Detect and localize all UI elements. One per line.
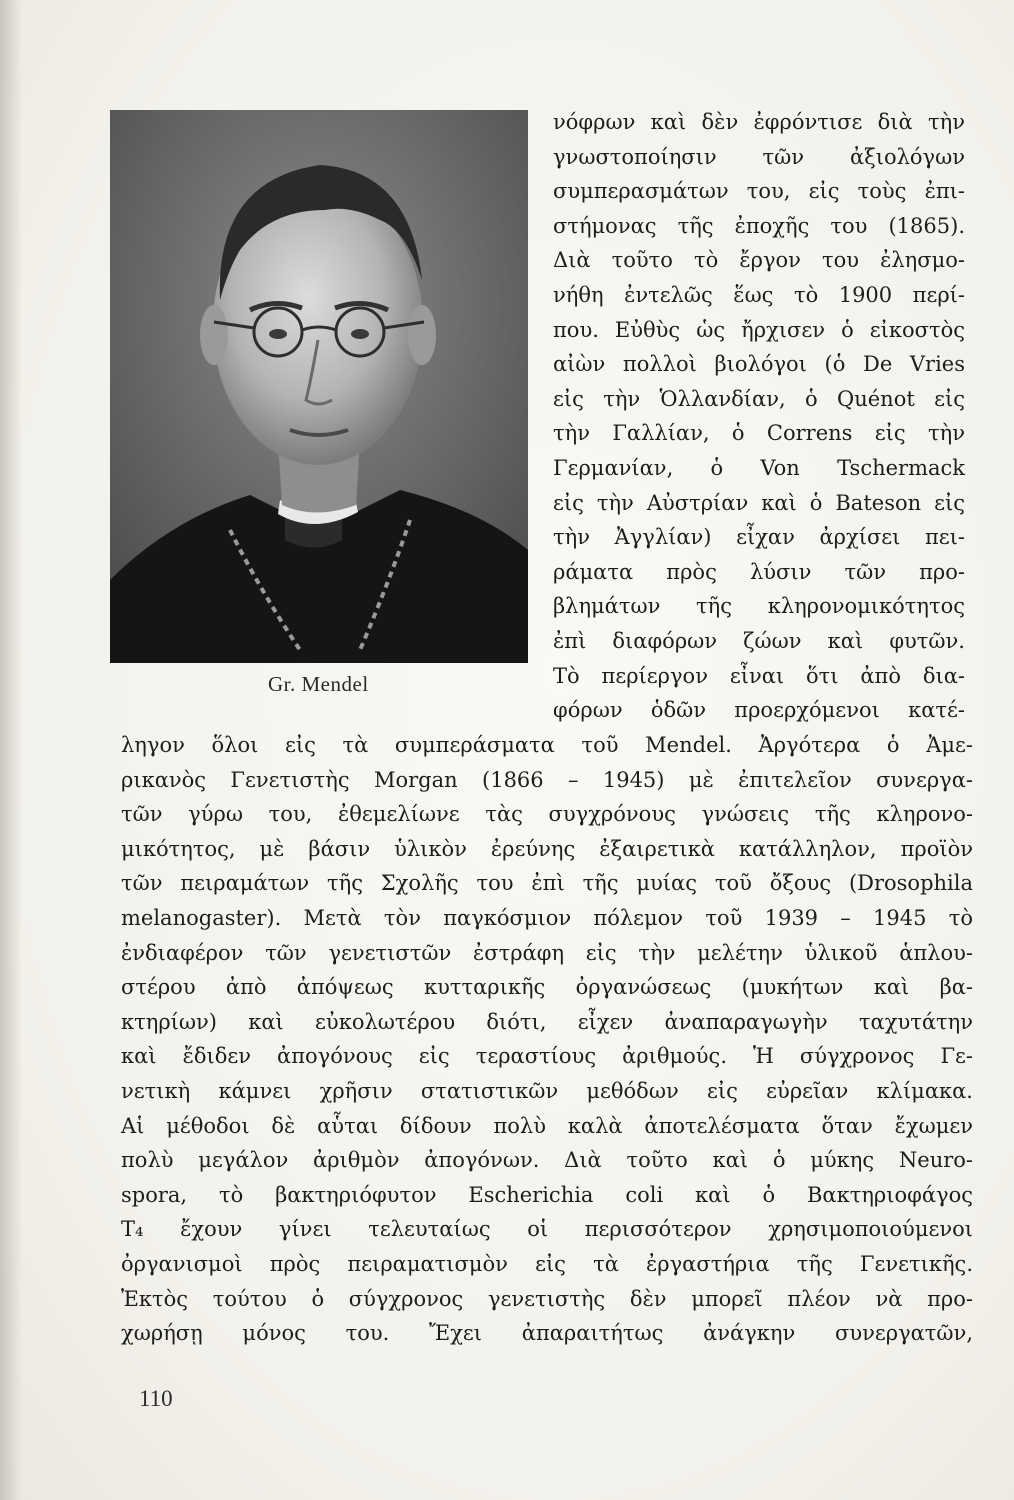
portrait-photo	[110, 110, 528, 663]
text-line: Τὸ περίεργον εἶναι ὅτι ἀπὸ δια-	[553, 663, 965, 688]
page-binding-shadow	[0, 0, 22, 1500]
text-line: καὶ ἔδιδεν ἀπογόνους εἰς τεραστίους ἀριθμούς. Ἡ σύγχρονος Γε-	[121, 1044, 973, 1069]
mendel-portrait-illustration	[110, 110, 528, 663]
text-line: ρικανὸς Γενετιστὴς Morgan (1866 – 1945) μὲ ἐπιτελεῖον συνεργα-	[121, 767, 973, 792]
column-paragraph	[553, 105, 973, 728]
text-line: νήθη ἐντελῶς ἕως τὸ 1900 περί-	[553, 282, 965, 307]
text-line: ὀργανισμοὶ πρὸς πειραματισμὸν εἰς τὰ ἐργαστήρια τῆς Γενετικῆς.	[121, 1251, 973, 1276]
page-number: 110	[139, 1386, 173, 1411]
text-line: εἰς τὴν Αὐστρίαν καὶ ὁ Bateson εἰς	[553, 490, 965, 515]
text-line: εἰς τὴν Ὁλλανδίαν, ὁ Quénot εἰς	[553, 386, 965, 411]
text-line: γνωστοποίησιν τῶν ἀξιολόγων	[553, 144, 965, 169]
text-line: Αἱ μέθοδοι δὲ αὗται δίδουν πολὺ καλὰ ἀποτελέσματα ὅταν ἔχωμεν	[121, 1113, 973, 1138]
text-line: αἰὼν πολλοὶ βιολόγοι (ὁ De Vries	[553, 352, 965, 377]
text-line: ἐπὶ διαφόρων ζώων καὶ φυτῶν.	[553, 628, 965, 653]
text-line: βλημάτων τῆς κληρονομικότητος	[553, 594, 965, 619]
text-line: τὴν Γαλλίαν, ὁ Correns εἰς τὴν	[553, 421, 965, 446]
text-line: συμπερασμάτων του, εἰς τοὺς ἐπι-	[553, 179, 965, 204]
text-line: Ἐκτὸς τούτου ὁ σύγχρονος γενετιστὴς δὲν μπορεῖ πλέον νὰ προ-	[121, 1286, 973, 1311]
text-line: νόφρων καὶ δὲν ἐφρόντισε διὰ τὴν	[553, 110, 965, 134]
text-line: Διὰ τοῦτο τὸ ἔργον του ἐλησμο-	[553, 248, 965, 273]
text-line: νετικὴ κάμνει χρῆσιν στατιστικῶν μεθόδων εἰς εὐρεῖαν κλίμακα.	[121, 1078, 973, 1103]
text-line: χωρήσῃ μόνος του. Ἔχει ἀπαραιτήτως ἀνάγκην συνεργατῶν,	[121, 1321, 973, 1346]
text-line: spora, τὸ βακτηριόφυτον Escherichia coli καὶ ὁ Βακτηριοφάγος	[121, 1182, 973, 1207]
text-line: ἐνδιαφέρον τῶν γενετιστῶν ἐστράφη εἰς τὴν μελέτην ὑλικοῦ ἁπλου-	[121, 940, 973, 965]
text-line: πολὺ μεγάλον ἀριθμὸν ἀπογόνων. Διὰ τοῦτο καὶ ὁ μύκης Neuro-	[121, 1148, 973, 1173]
text-line: μικότητος, μὲ βάσιν ὑλικὸν ἐρεύνης ἐξαιρετικὰ κατάλληλον, προϊὸν	[121, 836, 973, 861]
text-line: που. Εὐθὺς ὡς ἤρχισεν ὁ εἰκοστὸς	[553, 317, 965, 342]
text-line: τὴν Ἀγγλίαν) εἶχαν ἀρχίσει πει-	[553, 525, 965, 550]
text-line: φόρων ὁδῶν προερχόμενοι κατέ-	[553, 698, 965, 723]
text-line: ράματα πρὸς λύσιν τῶν προ-	[553, 559, 965, 584]
text-line: τῶν πειραμάτων τῆς Σχολῆς του ἐπὶ τῆς μυίας τοῦ ὄξους (Drosophila	[121, 871, 973, 896]
text-line: T₄ ἔχουν γίνει τελευταίως οἱ περισσότερον χρησιμοποιούμενοι	[121, 1217, 973, 1242]
text-line: melanogaster). Μετὰ τὸν παγκόσμιον πόλεμον τοῦ 1939 – 1945 τὸ	[121, 905, 973, 930]
full-width-paragraph	[121, 728, 981, 1351]
text-line: Γερμανίαν, ὁ Von Tschermack	[553, 455, 965, 480]
text-line: ληγον ὅλοι εἰς τὰ συμπεράσματα τοῦ Mendel. Ἀργότερα ὁ Ἀμε-	[121, 733, 973, 757]
text-line: στέρου ἀπὸ ἀπόψεως κυτταρικῆς ὀργανώσεως (μυκήτων καὶ βα-	[121, 975, 973, 1000]
figure-caption: Gr. Mendel	[268, 672, 369, 696]
text-line: κτηρίων) καὶ εὐκολωτέρου διότι, εἶχεν ἀναπαραγωγὴν ταχυτάτην	[121, 1009, 973, 1034]
text-line: στήμονας τῆς ἐποχῆς του (1865).	[553, 213, 965, 238]
text-line: τῶν γύρω του, ἐθεμελίωνε τὰς συγχρόνους γνώσεις τῆς κληρονο-	[121, 802, 973, 827]
